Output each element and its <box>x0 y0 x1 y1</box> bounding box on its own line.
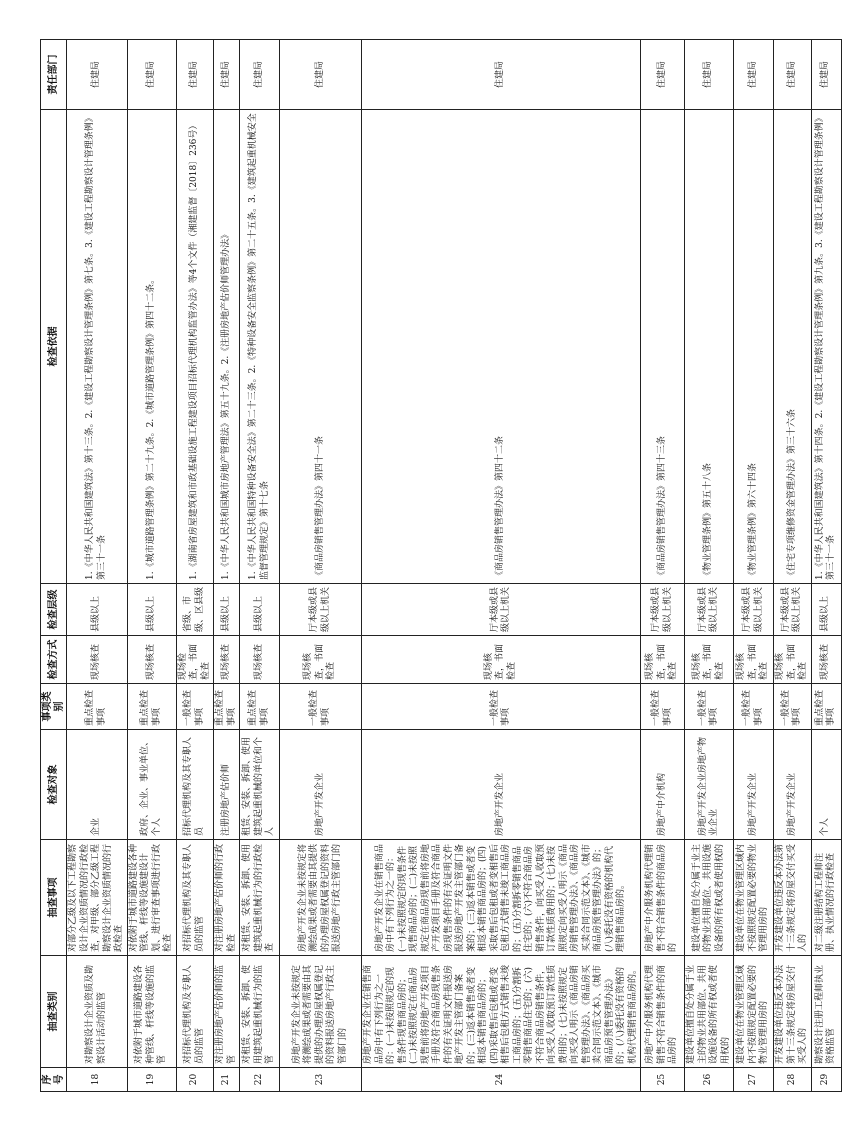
table-row <box>240 40 280 1092</box>
cell-basis: 1.《中华人民共和国特种设备安全法》第二十三条。2.《特种设备安全监察条例》第二十五条。3.《建筑起重机械安全监督管理规定》第十七条 <box>240 110 280 584</box>
cell-dept: 住建局 <box>774 40 812 110</box>
cell-no: 21 <box>214 1068 240 1092</box>
cell-method: 现场核查 <box>67 636 128 684</box>
cell-category: 对招标代理机构及专职人员的监管 <box>176 956 214 1068</box>
header-object: 检查对象 <box>41 730 67 840</box>
cell-dept: 住建局 <box>280 40 362 110</box>
cell-type: 重点检查事项 <box>811 684 841 730</box>
cell-category: 房地产开发企业在销售商品房中有下列行为之一的：(一)未按照规定的现售条件现售商品房的；(二)未按照规定在商品房现售前将房地产开发项目手册及符合商品房现售条件的有关证明文件报送房地产开发主管部门备案的；(三)返本销售或者变相返本销售商品房的；(四)采取售后包租或者变相售后包租方式销售未竣工商品房的；(五)分割拆零销售商品住宅的；(六)不符合商品房销售条件，向买受人收取预订款性质费用的；(七)未按照规定向买受人明示《商品房销售管理办法》、《商品房买卖合同示范文本》、《城市商品房预售管理办法》的；(八)委托没有资格的机构代理销售商品房的。 <box>362 956 641 1068</box>
cell-item: 建设单位在物业管理区域内不按照规定配置必要的物业管理用房的 <box>734 840 774 956</box>
cell-method: 现场核查，书面检查 <box>734 636 774 684</box>
cell-object: 房地产开发企业 <box>734 730 774 840</box>
table-row <box>127 40 176 1092</box>
cell-category: 对租赁、安装、拆卸、使用建筑起重机械行为的监管 <box>240 956 280 1068</box>
cell-type: 重点检查事项 <box>214 684 240 730</box>
cell-level: 县级以上 <box>127 584 176 636</box>
cell-dept: 住建局 <box>240 40 280 110</box>
cell-method: 现场核查 <box>214 636 240 684</box>
table-row <box>67 40 128 1092</box>
cell-method: 现场核查，书面检查 <box>362 636 641 684</box>
rotated-page <box>40 40 836 1092</box>
cell-level: 厅本级或县级以上机关 <box>362 584 641 636</box>
cell-object: 房地产开发企业 <box>362 730 641 840</box>
cell-object: 房地产开发企业 <box>774 730 812 840</box>
header-category: 抽查类别 <box>41 956 67 1068</box>
header-level: 检查层级 <box>41 584 67 636</box>
cell-item: 对注册房地产估价师的行政检查 <box>214 840 240 956</box>
cell-type: 一般检查事项 <box>685 684 734 730</box>
table-row <box>685 40 734 1092</box>
cell-level: 省级、市级、区县级 <box>176 584 214 636</box>
cell-category: 对注册房地产估价师的监管 <box>214 956 240 1068</box>
header-item: 抽查事项 <box>41 840 67 956</box>
cell-object: 个人 <box>811 730 841 840</box>
cell-level: 县级以上 <box>240 584 280 636</box>
cell-basis: 1.《中华人民共和国建筑法》第十四条。2.《建设工程勘察设计管理条例》第九条。3.《建设工程勘察设计管理条例》第三十一条 <box>811 110 841 584</box>
table-row <box>811 40 841 1092</box>
cell-no: 22 <box>240 1068 280 1092</box>
cell-method: 现场核查 <box>240 636 280 684</box>
cell-dept: 住建局 <box>641 40 685 110</box>
cell-category: 对勘察设计企业资质及勘察设计活动的监管 <box>67 956 128 1068</box>
cell-dept: 住建局 <box>127 40 176 110</box>
cell-level: 县级以上 <box>214 584 240 636</box>
table-row <box>176 40 214 1092</box>
cell-level: 县级以上 <box>811 584 841 636</box>
cell-method: 现场核查，书面检查 <box>774 636 812 684</box>
cell-item: 房地产开发企业未按规定将测绘成果或者需要由其提供的办理房屋权属登记的资料报送房地产行政主管部门的 <box>280 840 362 956</box>
cell-method: 现场核查 <box>811 636 841 684</box>
cell-category: 房地产中介服务机构代理销售不符合销售条件的商品房的 <box>641 956 685 1068</box>
cell-basis: 1.《湖南省房屋建筑和市政基础设施工程建设项目招标代理机构监管办法》等4个文件（湘建监督〔2018〕236号） <box>176 110 214 584</box>
cell-no: 18 <box>67 1068 128 1092</box>
cell-item: 对部分乙级及以下工程勘察设计企业资质情况的行政检查，对甲级、部分乙级工程勘察设计企业资质情况的行政检查 <box>67 840 128 956</box>
cell-object: 企业 <box>67 730 128 840</box>
cell-no: 24 <box>362 1068 641 1092</box>
cell-item: 对招标代理机构及其专职人员的监管 <box>176 840 214 956</box>
cell-basis: 《商品房销售管理办法》第四十一条 <box>280 110 362 584</box>
cell-basis: 《物业管理条例》第五十八条 <box>685 110 734 584</box>
table-row <box>280 40 362 1092</box>
cell-dept: 住建局 <box>214 40 240 110</box>
cell-no: 29 <box>811 1068 841 1092</box>
cell-method: 现场核查，书面检查 <box>685 636 734 684</box>
cell-item: 对二级注册结构工程师注册、执业情况的行政检查 <box>811 840 841 956</box>
cell-basis: 1.《中华人民共和国建筑法》第十三条。2.《建设工程勘察设计管理条例》第七条。3.《建设工程勘察设计管理条例》第三十一条 <box>67 110 128 584</box>
table-row <box>641 40 685 1092</box>
cell-no: 19 <box>127 1068 176 1092</box>
cell-no: 27 <box>734 1068 774 1092</box>
cell-item: 建设单位擅自处分属于业主的物业共用部位、共用设施设备的所有权或者使用权的 <box>685 840 734 956</box>
cell-method: 现场核查 <box>127 636 176 684</box>
cell-item: 房地产中介服务机构代理销售不符合销售条件的商品房的 <box>641 840 685 956</box>
cell-dept: 住建局 <box>176 40 214 110</box>
cell-no: 20 <box>176 1068 214 1092</box>
cell-no: 25 <box>641 1068 685 1092</box>
table-row <box>362 40 641 1092</box>
cell-type: 重点检查事项 <box>127 684 176 730</box>
cell-no: 23 <box>280 1068 362 1092</box>
cell-basis: 《商品房销售管理办法》第四十二条 <box>362 110 641 584</box>
cell-object: 政府、企业、事业单位、个人 <box>127 730 176 840</box>
cell-dept: 住建局 <box>362 40 641 110</box>
table-row <box>734 40 774 1092</box>
cell-object: 房地产开发企业 <box>280 730 362 840</box>
cell-type: 一般检查事项 <box>362 684 641 730</box>
cell-dept: 住建局 <box>811 40 841 110</box>
cell-item: 开发建设单位违反本办法第十三条规定将房屋交付买受人的 <box>774 840 812 956</box>
cell-type: 一般检查事项 <box>774 684 812 730</box>
table-row <box>774 40 812 1092</box>
cell-type: 重点检查事项 <box>67 684 128 730</box>
cell-type: 一般检查事项 <box>734 684 774 730</box>
cell-category: 建设单位擅自处分属于业主的物业共用部位、共用设施设备的所有权或者使用权的 <box>685 956 734 1068</box>
cell-object: 招标代理机构及其专职人员 <box>176 730 214 840</box>
cell-category: 建设单位在物业管理区域内不按照规定配置必要的物业管理用房的 <box>734 956 774 1068</box>
cell-object: 注册房地产估价师 <box>214 730 240 840</box>
cell-dept: 住建局 <box>734 40 774 110</box>
cell-basis: 1.《中华人民共和国城市房地产管理法》第五十九条。2.《注册房地产估价师管理办法》 <box>214 110 240 584</box>
cell-basis: 《住宅专项维修资金管理办法》第三十六条 <box>774 110 812 584</box>
cell-type: 重点检查事项 <box>240 684 280 730</box>
cell-type: 一般检查事项 <box>641 684 685 730</box>
cell-basis: 《商品房销售管理办法》第四十三条 <box>641 110 685 584</box>
cell-no: 26 <box>685 1068 734 1092</box>
header-dept: 责任部门 <box>41 40 67 110</box>
cell-type: 一般检查事项 <box>176 684 214 730</box>
cell-level: 厅本级或县级以上机关 <box>685 584 734 636</box>
cell-item: 对依附于城市道路建设各种管线、杆线等设施建设计划、进行审查事项进行行政检查 <box>127 840 176 956</box>
cell-basis: 1.《城市道路管理条例》第二十九条。2.《城市道路管理条例》第四十二条。 <box>127 110 176 584</box>
cell-category: 对依附于城市道路建设各种管线、杆线等设施的监管 <box>127 956 176 1068</box>
cell-method: 现场核查，书面检查 <box>280 636 362 684</box>
header-no: 序号 <box>41 1068 67 1092</box>
cell-dept: 住建局 <box>67 40 128 110</box>
cell-category: 房地产开发企业未按规定将测绘成果或者需要由其提供的办理房屋权属登记的资料报送房地产行政主管部门的 <box>280 956 362 1068</box>
cell-item: 对租赁、安装、拆卸、使用建筑起重机械行为的行政检查 <box>240 840 280 956</box>
cell-level: 厅本级或县级以上机关 <box>734 584 774 636</box>
cell-category: 开发建设单位违反本办法第十三条规定将房屋交付买受人的 <box>774 956 812 1068</box>
cell-item: 房地产开发企业在销售商品房中有下列行为之一的：(一)未按照规定的现售条件现售商品房的；(二)未按照规定在商品房现售前将房地产开发项目手册及符合商品房现售条件的有关证明文件报送房地产开发主管部门备案的；(三)返本销售或者变相返本销售商品房的；(四)采取售后包租或者变相售后包租方式销售未竣工商品房的；(五)分割拆零销售商品住宅的；(六)不符合商品房销售条件，向买受人收取预订款性质费用的；(七)未按照规定向买受人明示《商品房销售管理办法》、《商品房买卖合同示范文本》、《城市商品房预售管理办法》的；(八)委托没有资格的机构代理销售商品房的。 <box>362 840 641 956</box>
cell-no: 28 <box>774 1068 812 1092</box>
table-body <box>67 40 842 1092</box>
cell-object: 房地产中介机构 <box>641 730 685 840</box>
cell-object: 租赁、安装、拆卸、使用建筑起重机械的单位和个人 <box>240 730 280 840</box>
header-method: 检查方式 <box>41 636 67 684</box>
cell-type: 一般检查事项 <box>280 684 362 730</box>
cell-category: 勘察设计注册工程师执业资格监管 <box>811 956 841 1068</box>
cell-dept: 住建局 <box>685 40 734 110</box>
table-row <box>214 40 240 1092</box>
header-row <box>41 40 67 1092</box>
cell-level: 厅本级或县级以上机关 <box>774 584 812 636</box>
cell-basis: 《物业管理条例》第六十四条 <box>734 110 774 584</box>
cell-method: 现场检查，书面检查 <box>176 636 214 684</box>
cell-level: 厅本级或县级以上机关 <box>280 584 362 636</box>
inspection-table <box>40 39 842 1092</box>
cell-object: 房地产开发企业房地产物业企业 <box>685 730 734 840</box>
header-basis: 检查依据 <box>41 110 67 584</box>
cell-level: 县级以上 <box>67 584 128 636</box>
cell-level: 厅本级或县级以上机关 <box>641 584 685 636</box>
cell-method: 现场核查，书面检查 <box>641 636 685 684</box>
header-type: 事项类别 <box>41 684 67 730</box>
